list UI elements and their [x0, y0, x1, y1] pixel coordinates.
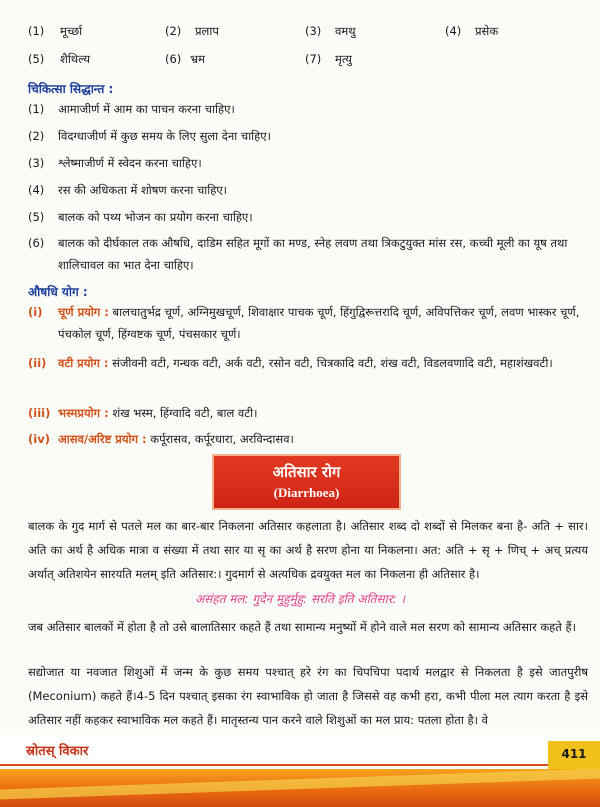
- item-label: वटी प्रयोग :: [58, 356, 109, 370]
- symptom-text: प्रलाप: [195, 24, 219, 38]
- banner-title: अतिसार रोग: [272, 463, 341, 481]
- footer-band: [0, 735, 600, 765]
- item-number: (6): [28, 236, 45, 250]
- sanskrit-verse: असंहत मल: गुदेन मुहुर्मुहु: सरति इति अतिसार: ।: [194, 592, 406, 606]
- symptom-text: भ्रम: [190, 52, 205, 66]
- item-content: [58, 428, 588, 450]
- item-content: [58, 352, 588, 374]
- item-text: बालचातुर्भद्र चूर्ण, अग्निमुखचूर्ण, शिवाक्षार पाचक चूर्ण, हिंगुद्विरूत्तरादि चूर्ण, अविपत्तिकर चूर्ण, लवण भास्कर चूर्ण, पंचकोल चूर्ण, हिंग्वष्टक चूर्ण, पंचसकार चूर्ण।: [58, 305, 580, 341]
- item-text: आमाजीर्ण में आम का पाचन करना चाहिए।: [58, 102, 235, 116]
- paragraph-balatisar: जब अतिसार बालकों में होता है तो उसे बालातिसार कहते हैं तथा सामान्य मनुष्यों में होने वाले मल सरण को सामान्य अतिसार कहते हैं।: [28, 620, 576, 634]
- symptom-num: (7): [305, 52, 322, 66]
- item-label: भस्मप्रयोग :: [58, 406, 109, 420]
- item-number: (4): [28, 183, 45, 197]
- symptom-num: (5): [28, 52, 45, 66]
- symptom-num: (4): [445, 24, 462, 38]
- item-text: संजीवनी वटी, गन्धक वटी, अर्क वटी, रसोन वटी, चित्रकादि वटी, शंख वटी, विडलवणादि वटी, महाशंखवटी।: [112, 356, 553, 370]
- item-text: बालक को दीर्घकाल तक औषधि, दाडिम सहित मूगों का मण्ड, स्नेह लवण तथा त्रिकटुयुक्त मांस रस, कच्ची मूली का यूष तथा शालिचावल का भात देना चाहिए।: [58, 236, 568, 272]
- symptom-text: वमथु: [335, 24, 356, 38]
- symptom-text: मूर्च्छा: [60, 24, 83, 38]
- item-text: श्लेष्माजीर्ण में स्वेदन करना चाहिए।: [58, 156, 202, 170]
- item-number: (5): [28, 210, 45, 224]
- item-text: बालक को पथ्य भोजन का प्रयोग करना चाहिए।: [58, 210, 253, 224]
- symptom-num: (1): [28, 24, 45, 38]
- item-number: (ii): [28, 356, 47, 370]
- item-label: चूर्ण प्रयोग :: [58, 305, 109, 319]
- section-banner: [214, 456, 399, 508]
- item-label: आसव/अरिष्ट प्रयोग :: [58, 432, 147, 446]
- item-text: कर्पूरासव, कर्पूरधारा, अरविन्दासव।: [150, 432, 294, 446]
- page-number: 411: [548, 741, 600, 769]
- chapter-title: स्रोतस् विकार: [26, 744, 89, 759]
- paragraph-meconium: सद्योजात या नवजात शिशुओं में जन्म के कुछ समय पश्चात् हरे रंग का चिपचिपा पदार्थ मलद्वार से निकलता है इसे जातपुरीष (Meconium) कहते हैं।4-5 दिन पश्चात् इसका रंग स्वाभाविक हो जाता है जिससे वह कभी हरा, कभी पीला मल त्याग करता है इसे अतिसार नहीं कहकर स्वाभाविक मल कहते हैं। मातृस्तन्य पान करने वाले शिशुओं का मल प्राय: पतला होता है। वे: [28, 665, 588, 727]
- item-number: (i): [28, 305, 43, 319]
- paragraph-definition: बालक के गुद मार्ग से पतले मल का बार-बार निकलना अतिसार कहलाता है। अतिसार शब्द दो शब्दों से मिलकर बना है- अति + सार। अति का अर्थ है अधिक मात्रा व संख्या में तथा सार या सृ का अर्थ है सरण होना या निकलना। अत: अति + सृ + णिच् + अच् प्रत्यय अर्थात् अतिशयेन सारयति मलम् इति अतिसार:। गुदमार्ग से अत्यधिक द्रवयुक्त मल का निकलना ही अतिसार है।: [28, 519, 588, 581]
- item-content: [58, 402, 588, 424]
- item-text: रस की अधिकता में शोषण करना चाहिए।: [58, 183, 228, 197]
- symptom-num: (6): [165, 52, 182, 66]
- item-text: विदग्धाजीर्ण में कुछ समय के लिए सुला देना चाहिए।: [58, 129, 271, 143]
- chikitsa-heading: चिकित्सा सिद्धान्त :: [28, 82, 114, 96]
- symptom-text: शैथिल्य: [60, 52, 91, 66]
- item-number: (2): [28, 129, 45, 143]
- item-text: शंख भस्म, हिंग्वादि वटी, बाल वटी।: [112, 406, 258, 420]
- item-content: [58, 301, 588, 345]
- symptom-text: प्रसेक: [475, 24, 499, 38]
- item-number: (1): [28, 102, 45, 116]
- page-footer: [0, 735, 600, 807]
- aushadh-heading: औषधि योग :: [28, 285, 88, 299]
- banner-subtitle: (Diarrhoea): [273, 485, 340, 500]
- symptom-text: मृत्यु: [335, 52, 352, 66]
- footer-rule: [0, 764, 548, 766]
- item-number: (iii): [28, 406, 51, 420]
- item-number: (3): [28, 156, 45, 170]
- item-number: (iv): [28, 432, 50, 446]
- symptom-num: (3): [305, 24, 322, 38]
- symptom-num: (2): [165, 24, 182, 38]
